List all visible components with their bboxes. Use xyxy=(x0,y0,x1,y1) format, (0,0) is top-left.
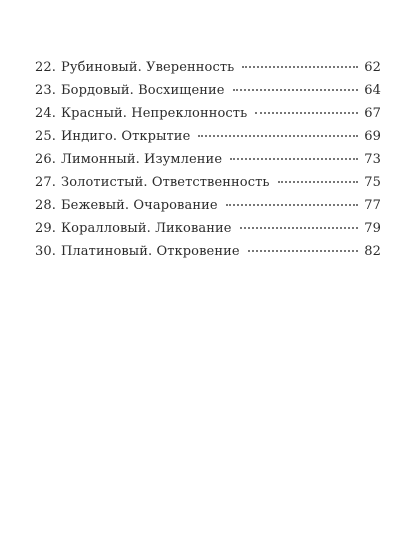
toc-entry-title: Лимонный. Изумление xyxy=(61,152,223,167)
toc-entry[interactable] xyxy=(35,125,381,148)
toc-entry[interactable] xyxy=(35,148,381,171)
toc-entry[interactable] xyxy=(35,56,381,79)
toc-entry-page: 73 xyxy=(364,152,381,167)
dot-leader xyxy=(198,135,358,137)
toc-entry-page: 64 xyxy=(364,83,381,98)
toc-entry-page: 77 xyxy=(364,198,381,213)
toc-entry[interactable] xyxy=(35,102,381,125)
dot-leader xyxy=(233,89,359,91)
toc-entry-title: Платиновый. Откровение xyxy=(61,244,240,259)
toc-entry[interactable] xyxy=(35,194,381,217)
dot-leader xyxy=(240,227,359,229)
dot-leader xyxy=(255,112,358,114)
dot-leader xyxy=(230,158,358,160)
toc-entry-number: 28. xyxy=(35,198,56,213)
toc-entry-title: Индиго. Открытие xyxy=(61,129,191,144)
toc-entry-number: 25. xyxy=(35,129,56,144)
toc-entry-page: 62 xyxy=(364,60,381,75)
toc-entry[interactable] xyxy=(35,217,381,240)
toc-entry-title: Коралловый. Ликование xyxy=(61,221,232,236)
toc-entry-page: 67 xyxy=(364,106,381,121)
toc-entry-number: 29. xyxy=(35,221,56,236)
toc-entry-title: Красный. Непреклонность xyxy=(61,106,248,121)
toc-entry-number: 23. xyxy=(35,83,56,98)
toc-entry-title: Рубиновый. Уверенность xyxy=(61,60,235,75)
toc-entry-number: 30. xyxy=(35,244,56,259)
dot-leader xyxy=(278,181,359,183)
toc-entry-number: 22. xyxy=(35,60,56,75)
toc-entry[interactable] xyxy=(35,171,381,194)
toc-entry-number: 26. xyxy=(35,152,56,167)
table-of-contents xyxy=(35,56,381,263)
toc-entry-number: 27. xyxy=(35,175,56,190)
dot-leader xyxy=(226,204,359,206)
toc-entry[interactable] xyxy=(35,79,381,102)
toc-entry[interactable] xyxy=(35,240,381,263)
toc-entry-number: 24. xyxy=(35,106,56,121)
toc-entry-page: 69 xyxy=(364,129,381,144)
toc-entry-title: Бежевый. Очарование xyxy=(61,198,218,213)
toc-entry-page: 79 xyxy=(364,221,381,236)
toc-entry-page: 82 xyxy=(364,244,381,259)
toc-entry-page: 75 xyxy=(364,175,381,190)
dot-leader xyxy=(242,66,358,68)
toc-entry-title: Золотистый. Ответственность xyxy=(61,175,270,190)
dot-leader xyxy=(248,250,359,252)
toc-entry-title: Бордовый. Восхищение xyxy=(61,83,225,98)
